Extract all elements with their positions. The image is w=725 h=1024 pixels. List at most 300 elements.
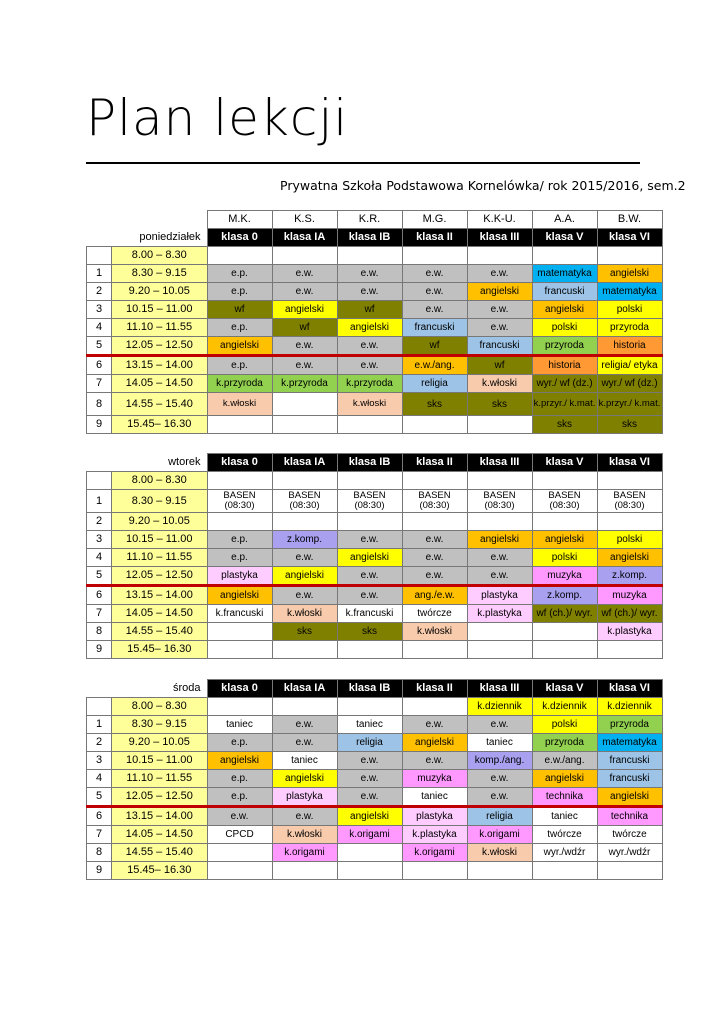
lesson-cell: k.włoski [207, 393, 272, 416]
lesson-cell [337, 416, 402, 434]
lesson-number: 6 [87, 807, 112, 826]
lesson-cell: e.w. [272, 734, 337, 752]
lesson-number: 9 [87, 416, 112, 434]
lesson-cell: e.w. [337, 265, 402, 283]
lesson-cell: technika [532, 788, 597, 807]
teacher-initials: B.W. [597, 211, 662, 229]
teacher-initials: M.K. [207, 211, 272, 229]
lesson-cell: plastyka [207, 567, 272, 586]
lesson-cell: BASEN (08:30) [597, 490, 662, 513]
lesson-cell [337, 247, 402, 265]
lesson-cell [272, 862, 337, 880]
lesson-time: 9.20 – 10.05 [112, 513, 208, 531]
lesson-cell: matematyka [532, 265, 597, 283]
lesson-number: 6 [87, 356, 112, 375]
lesson-time: 13.15 – 14.00 [112, 586, 208, 605]
lesson-number: 8 [87, 393, 112, 416]
teacher-header-row [87, 211, 663, 229]
lesson-cell: muzyka [532, 567, 597, 586]
lesson-row [87, 301, 663, 319]
lesson-cell: k.włoski [272, 826, 337, 844]
lesson-cell: k.origami [402, 844, 467, 862]
lesson-cell: plastyka [402, 807, 467, 826]
lesson-row [87, 844, 663, 862]
lesson-cell: historia [532, 356, 597, 375]
lesson-cell: plastyka [272, 788, 337, 807]
lesson-cell: BASEN (08:30) [337, 490, 402, 513]
lesson-cell [337, 472, 402, 490]
class-header: klasa II [402, 454, 467, 472]
lesson-cell [532, 641, 597, 659]
lesson-cell: e.w. [337, 356, 402, 375]
lesson-time: 12.05 – 12.50 [112, 337, 208, 356]
lesson-cell [337, 513, 402, 531]
lesson-cell: sks [532, 416, 597, 434]
lesson-cell: sks [597, 416, 662, 434]
day-name: środa [172, 681, 201, 694]
lesson-cell [272, 393, 337, 416]
lesson-cell [467, 623, 532, 641]
lesson-cell: e.w. [337, 586, 402, 605]
lesson-cell: k.przyr./ k.mat. [532, 393, 597, 416]
lesson-cell: k.francuski [207, 605, 272, 623]
lesson-cell: k.przyroda [337, 375, 402, 393]
lesson-cell [337, 641, 402, 659]
class-header-row [87, 454, 663, 472]
lesson-number: 8 [87, 844, 112, 862]
lesson-cell: k.plastyka [402, 826, 467, 844]
lesson-row [87, 393, 663, 416]
lesson-cell: angielski [402, 734, 467, 752]
lesson-time: 14.05 – 14.50 [112, 826, 208, 844]
class-header: klasa IB [337, 454, 402, 472]
lesson-cell: e.w. [402, 265, 467, 283]
lesson-cell: e.w. [467, 265, 532, 283]
class-header: klasa IB [337, 229, 402, 247]
lesson-time: 11.10 – 11.55 [112, 549, 208, 567]
class-header: klasa III [467, 454, 532, 472]
lesson-number: 1 [87, 265, 112, 283]
lesson-cell [467, 472, 532, 490]
lesson-cell: e.p. [207, 549, 272, 567]
lesson-cell: polski [597, 301, 662, 319]
lesson-cell: francuski [597, 770, 662, 788]
teacher-initials: K.S. [272, 211, 337, 229]
lesson-cell: e.w. [337, 337, 402, 356]
lesson-cell: sks [467, 393, 532, 416]
lesson-cell [207, 844, 272, 862]
lesson-number: 2 [87, 283, 112, 301]
lesson-cell: angielski [207, 337, 272, 356]
lesson-cell [272, 698, 337, 716]
lesson-cell [272, 513, 337, 531]
lesson-row [87, 605, 663, 623]
lesson-time: 12.05 – 12.50 [112, 567, 208, 586]
lesson-cell: k.francuski [337, 605, 402, 623]
lesson-cell: taniec [402, 788, 467, 807]
lesson-cell: plastyka [467, 586, 532, 605]
lesson-cell [272, 416, 337, 434]
lesson-cell: angielski [597, 265, 662, 283]
lesson-row [87, 770, 663, 788]
class-header: klasa IA [272, 229, 337, 247]
lesson-cell [207, 247, 272, 265]
lesson-time: 9.20 – 10.05 [112, 734, 208, 752]
lesson-cell: religia/ etyka [597, 356, 662, 375]
lesson-number: 4 [87, 549, 112, 567]
lesson-cell: wf [402, 337, 467, 356]
lesson-cell: e.w. [337, 283, 402, 301]
lesson-row [87, 337, 663, 356]
day-name: poniedziałek [139, 230, 201, 243]
lesson-cell: k.włoski [467, 844, 532, 862]
lesson-cell [467, 513, 532, 531]
lesson-cell: k.dziennik [597, 698, 662, 716]
lesson-cell: k.origami [337, 826, 402, 844]
lesson-cell: twórcze [402, 605, 467, 623]
lesson-cell: e.w. [272, 265, 337, 283]
lesson-cell [337, 844, 402, 862]
lesson-cell: e.w. [272, 716, 337, 734]
lesson-cell [467, 247, 532, 265]
lesson-cell: taniec [532, 807, 597, 826]
lesson-cell: sks [402, 393, 467, 416]
lesson-time: 11.10 – 11.55 [112, 770, 208, 788]
lesson-cell: k.dziennik [467, 698, 532, 716]
lesson-cell [532, 472, 597, 490]
lesson-cell: wf [337, 301, 402, 319]
lesson-cell: historia [597, 337, 662, 356]
lesson-cell [532, 513, 597, 531]
lesson-cell [402, 862, 467, 880]
lesson-number: 1 [87, 490, 112, 513]
class-header: klasa V [532, 229, 597, 247]
lesson-cell [207, 641, 272, 659]
lesson-cell: BASEN (08:30) [532, 490, 597, 513]
lesson-cell [532, 623, 597, 641]
teacher-initials: A.A. [532, 211, 597, 229]
lesson-cell: e.p. [207, 356, 272, 375]
lesson-cell: k.włoski [337, 393, 402, 416]
lesson-number: 2 [87, 734, 112, 752]
lesson-row [87, 531, 663, 549]
lesson-cell [532, 862, 597, 880]
class-header: klasa III [467, 229, 532, 247]
lesson-cell [272, 641, 337, 659]
lesson-cell: e.w. [467, 567, 532, 586]
lesson-row [87, 567, 663, 586]
lesson-number [87, 472, 112, 490]
monday-schedule-table [86, 210, 663, 434]
lesson-cell: muzyka [402, 770, 467, 788]
lesson-cell: przyroda [532, 734, 597, 752]
lesson-cell: k.przyroda [207, 375, 272, 393]
tuesday-schedule-table [86, 453, 663, 659]
lesson-cell [402, 513, 467, 531]
lesson-cell: k.origami [467, 826, 532, 844]
lesson-time: 15.45– 16.30 [112, 862, 208, 880]
teacher-initials: K.K-U. [467, 211, 532, 229]
class-header: klasa IA [272, 454, 337, 472]
lesson-cell: e.w. [272, 586, 337, 605]
lesson-cell: taniec [467, 734, 532, 752]
lesson-cell: wyr./ wf (dz.) [597, 375, 662, 393]
class-header: klasa VI [597, 454, 662, 472]
lesson-number: 3 [87, 531, 112, 549]
lesson-number: 8 [87, 623, 112, 641]
lesson-cell: francuski [597, 752, 662, 770]
lesson-cell: e.p. [207, 770, 272, 788]
lesson-cell: angielski [272, 770, 337, 788]
lesson-cell: k.plastyka [467, 605, 532, 623]
lesson-row [87, 623, 663, 641]
lesson-cell: e.p. [207, 788, 272, 807]
lesson-cell: polski [597, 531, 662, 549]
lesson-time: 8.00 – 8.30 [112, 698, 208, 716]
lesson-cell [597, 513, 662, 531]
lesson-cell: z.komp. [532, 586, 597, 605]
lesson-row [87, 586, 663, 605]
lesson-row [87, 319, 663, 337]
lesson-cell: twórcze [532, 826, 597, 844]
lesson-number: 9 [87, 862, 112, 880]
lesson-cell: k.włoski [467, 375, 532, 393]
lesson-cell [402, 472, 467, 490]
lesson-cell: twórcze [597, 826, 662, 844]
class-header: klasa V [532, 454, 597, 472]
lesson-cell: wf [467, 356, 532, 375]
class-header: klasa VI [597, 229, 662, 247]
lesson-cell: religia [337, 734, 402, 752]
lesson-cell: e.w. [402, 752, 467, 770]
lesson-cell: wf [207, 301, 272, 319]
lesson-cell: angielski [207, 752, 272, 770]
lesson-cell: angielski [467, 283, 532, 301]
lesson-cell [207, 862, 272, 880]
lesson-number: 5 [87, 788, 112, 807]
lesson-cell: e.w. [402, 531, 467, 549]
title-divider [86, 162, 640, 164]
lesson-row [87, 788, 663, 807]
lesson-row [87, 356, 663, 375]
page-title: Plan lekcji [86, 89, 349, 147]
lesson-row [87, 549, 663, 567]
lesson-cell: wf (ch.)/ wyr. [532, 605, 597, 623]
lesson-row [87, 472, 663, 490]
lesson-cell: e.w. [467, 549, 532, 567]
lesson-cell: taniec [337, 716, 402, 734]
lesson-cell [402, 416, 467, 434]
lesson-cell [207, 472, 272, 490]
lesson-cell: e.w. [272, 283, 337, 301]
lesson-cell [272, 472, 337, 490]
lesson-cell: przyroda [532, 337, 597, 356]
lesson-number: 7 [87, 826, 112, 844]
lesson-row [87, 862, 663, 880]
class-header: klasa VI [597, 680, 662, 698]
class-header: klasa II [402, 229, 467, 247]
lesson-cell: e.w. [207, 807, 272, 826]
lesson-cell: BASEN (08:30) [467, 490, 532, 513]
lesson-cell: e.p. [207, 531, 272, 549]
lesson-number [87, 247, 112, 265]
lesson-cell: wyr./wdźr [532, 844, 597, 862]
lesson-cell: e.w. [402, 716, 467, 734]
lesson-time: 14.05 – 14.50 [112, 375, 208, 393]
lesson-cell: angielski [532, 531, 597, 549]
lesson-cell [467, 641, 532, 659]
lesson-cell: angielski [532, 770, 597, 788]
lesson-cell: angielski [532, 301, 597, 319]
class-header: klasa 0 [207, 229, 272, 247]
lesson-time: 13.15 – 14.00 [112, 356, 208, 375]
lesson-cell [597, 862, 662, 880]
teacher-initials: M.G. [402, 211, 467, 229]
lesson-row [87, 265, 663, 283]
lesson-cell: wf (ch.)/ wyr. [597, 605, 662, 623]
lesson-cell: muzyka [597, 586, 662, 605]
blank-cell [87, 211, 112, 229]
lesson-cell: CPCD [207, 826, 272, 844]
lesson-cell: e.w. [467, 301, 532, 319]
lesson-cell: k.dziennik [532, 698, 597, 716]
lesson-cell: k.plastyka [597, 623, 662, 641]
lesson-time: 10.15 – 11.00 [112, 301, 208, 319]
lesson-cell: angielski [597, 549, 662, 567]
lesson-time: 8.00 – 8.30 [112, 472, 208, 490]
lesson-time: 13.15 – 14.00 [112, 807, 208, 826]
lesson-row [87, 716, 663, 734]
lesson-cell: e.w. [467, 716, 532, 734]
lesson-row [87, 490, 663, 513]
lesson-time: 8.00 – 8.30 [112, 247, 208, 265]
lesson-number: 3 [87, 752, 112, 770]
lesson-cell: e.p. [207, 319, 272, 337]
lesson-time: 8.30 – 9.15 [112, 265, 208, 283]
lesson-time: 14.05 – 14.50 [112, 605, 208, 623]
lesson-time: 15.45– 16.30 [112, 416, 208, 434]
lesson-time: 15.45– 16.30 [112, 641, 208, 659]
lesson-cell: angielski [207, 586, 272, 605]
lesson-number: 3 [87, 301, 112, 319]
lesson-cell: matematyka [597, 283, 662, 301]
lesson-row [87, 416, 663, 434]
lesson-cell: przyroda [597, 319, 662, 337]
lesson-row [87, 752, 663, 770]
lesson-cell: k.origami [272, 844, 337, 862]
lesson-cell: polski [532, 716, 597, 734]
lesson-row [87, 826, 663, 844]
lesson-cell: e.w. [272, 356, 337, 375]
lesson-time: 10.15 – 11.00 [112, 752, 208, 770]
lesson-cell: z.komp. [597, 567, 662, 586]
lesson-row [87, 375, 663, 393]
lesson-cell: francuski [402, 319, 467, 337]
lesson-cell [337, 698, 402, 716]
lesson-cell: religia [467, 807, 532, 826]
lesson-time: 14.55 – 15.40 [112, 844, 208, 862]
lesson-number [87, 698, 112, 716]
lesson-cell: matematyka [597, 734, 662, 752]
lesson-cell: e.w. [272, 807, 337, 826]
lesson-cell: angielski [272, 301, 337, 319]
lesson-cell: komp./ang. [467, 752, 532, 770]
wednesday-schedule-table [86, 679, 663, 880]
lesson-cell: angielski [337, 807, 402, 826]
class-header: klasa III [467, 680, 532, 698]
lesson-cell [597, 247, 662, 265]
lesson-number: 9 [87, 641, 112, 659]
lesson-cell: e.w. [337, 531, 402, 549]
lesson-row [87, 807, 663, 826]
lesson-number: 4 [87, 319, 112, 337]
lesson-cell: wf [272, 319, 337, 337]
lesson-cell [467, 416, 532, 434]
lesson-row [87, 641, 663, 659]
lesson-number: 4 [87, 770, 112, 788]
class-header: klasa 0 [207, 454, 272, 472]
lesson-cell [467, 862, 532, 880]
lesson-cell: angielski [597, 788, 662, 807]
lesson-cell [597, 641, 662, 659]
lesson-number: 5 [87, 567, 112, 586]
lesson-cell: e.p. [207, 734, 272, 752]
blank-cell [87, 680, 112, 698]
lesson-cell [207, 698, 272, 716]
blank-cell [87, 454, 112, 472]
lesson-cell: e.w. [272, 337, 337, 356]
class-header: klasa 0 [207, 680, 272, 698]
lesson-cell: e.w. [402, 301, 467, 319]
teacher-initials: K.R. [337, 211, 402, 229]
lesson-number: 6 [87, 586, 112, 605]
lesson-cell: e.p. [207, 283, 272, 301]
lesson-cell: k.włoski [402, 623, 467, 641]
lesson-cell: e.w. [272, 549, 337, 567]
lesson-cell: e.w. [337, 770, 402, 788]
lesson-cell: e.w. [337, 567, 402, 586]
blank-cell [87, 229, 112, 247]
lesson-cell: k.włoski [272, 605, 337, 623]
school-subtitle: Prywatna Szkoła Podstawowa Kornelówka/ rok 2015/2016, sem.2 [280, 178, 686, 193]
class-header-row [87, 229, 663, 247]
lesson-row [87, 698, 663, 716]
class-header-row [87, 680, 663, 698]
lesson-cell: e.w. [467, 770, 532, 788]
lesson-number: 7 [87, 375, 112, 393]
lesson-cell: taniec [207, 716, 272, 734]
lesson-cell [272, 247, 337, 265]
lesson-cell: k.przyr./ k.mat. [597, 393, 662, 416]
lesson-cell: sks [272, 623, 337, 641]
lesson-cell: e.w. [402, 567, 467, 586]
lesson-cell: e.w. [337, 788, 402, 807]
lesson-cell: wyr./wdźr [597, 844, 662, 862]
lesson-time: 14.55 – 15.40 [112, 623, 208, 641]
lesson-cell [207, 623, 272, 641]
lesson-cell [337, 862, 402, 880]
lesson-cell: e.w. [337, 752, 402, 770]
lesson-cell: k.przyroda [272, 375, 337, 393]
lesson-row [87, 734, 663, 752]
lesson-number: 2 [87, 513, 112, 531]
blank-cell [112, 211, 208, 229]
lesson-cell [207, 513, 272, 531]
lesson-cell: e.w. [467, 788, 532, 807]
lesson-cell: e.w. [402, 549, 467, 567]
class-header: klasa V [532, 680, 597, 698]
day-name: wtorek [168, 455, 201, 468]
